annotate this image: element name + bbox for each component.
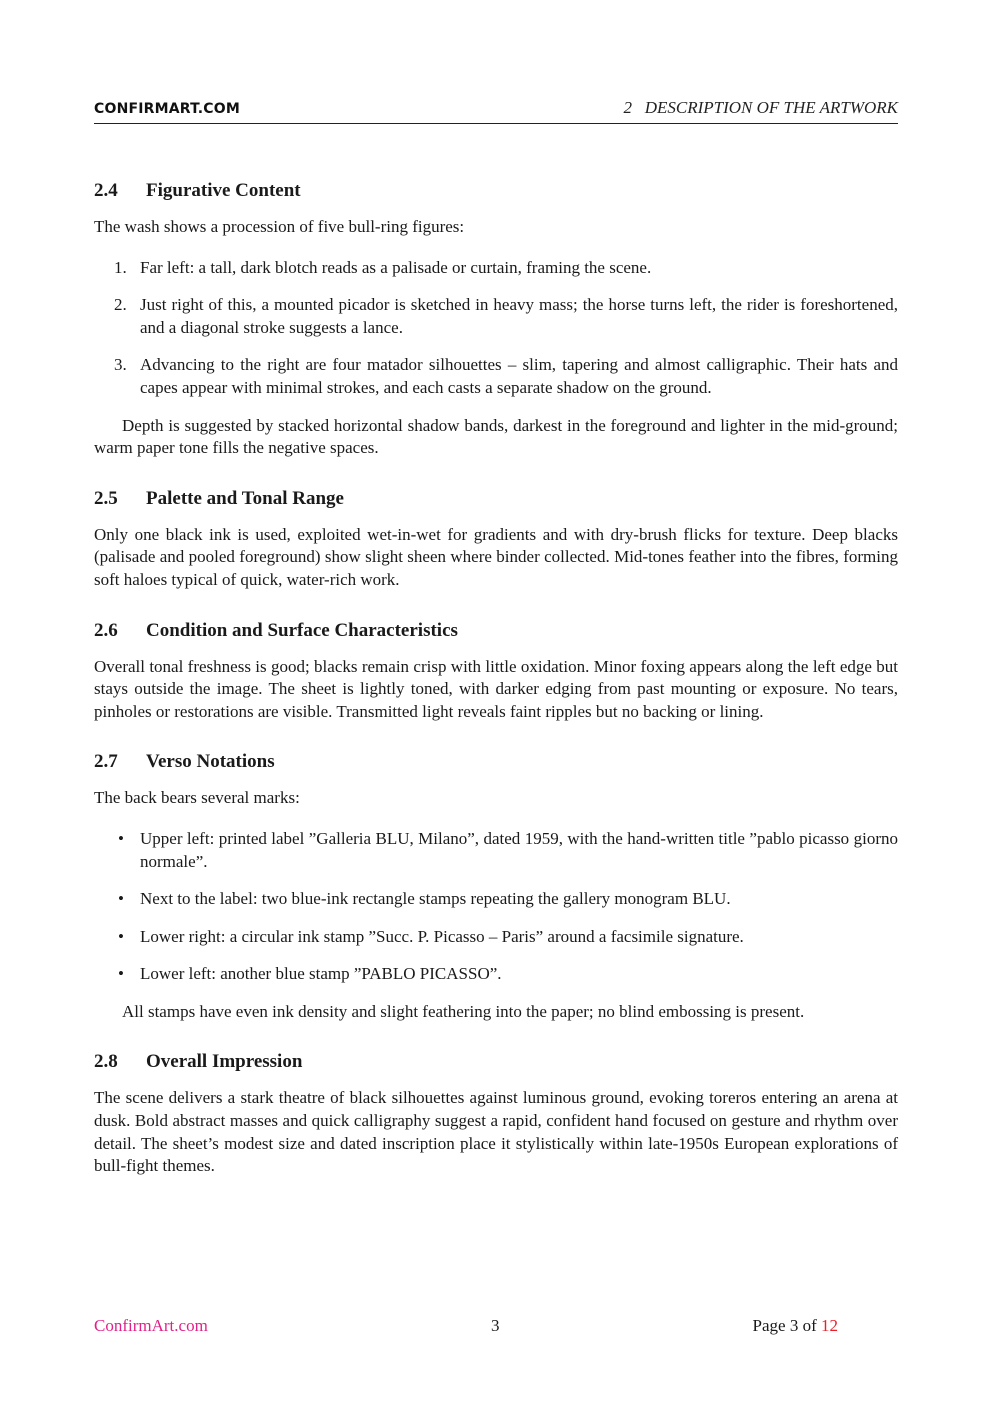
- bullet-marker: •: [118, 828, 124, 848]
- section-title: Figurative Content: [146, 180, 301, 201]
- section-number: 2.6: [94, 619, 118, 641]
- page-of-prefix: Page 3 of: [752, 1316, 821, 1335]
- section-condition: [94, 618, 898, 724]
- section-title: Verso Notations: [146, 751, 275, 773]
- section-heading: [94, 178, 898, 204]
- list-marker: 2.: [114, 295, 127, 315]
- section-heading: [94, 1049, 898, 1075]
- section-title: Overall Impression: [146, 1051, 303, 1073]
- page-total-link[interactable]: 12: [821, 1316, 838, 1335]
- list-marker: 1.: [114, 257, 127, 277]
- section-number: 2.7: [94, 751, 118, 773]
- site-logo: CONFIRMART.COM: [94, 101, 241, 117]
- section-figurative-content: [94, 178, 898, 460]
- section-paragraph: Overall tonal freshness is good; blacks remain crisp with little oxidation. Minor foxing appears along the left edge but stays outside the image. The sheet is lightly toned, with darker edging from past mounting or exposure. No tears, pinholes or restorations are visible. Transmitted light reveals faint ripples but no backing or lining.: [94, 656, 898, 721]
- list-item: [94, 963, 898, 986]
- footer-page-number: 3: [491, 1316, 500, 1335]
- section-number: 2.5: [94, 487, 118, 509]
- section-number: 2.8: [94, 1051, 118, 1073]
- verso-marks-list: [94, 828, 898, 986]
- list-item: [94, 888, 898, 911]
- section-verso: [94, 749, 898, 1023]
- section-intro: The wash shows a procession of five bull-ring figures:: [94, 217, 465, 236]
- list-item: [94, 294, 898, 339]
- section-heading: [94, 618, 898, 644]
- list-item-text: Upper left: printed label ”Galleria BLU, Milano”, dated 1959, with the hand-written title ”pablo picasso giorno normale”.: [140, 828, 898, 871]
- section-paragraph: Depth is suggested by stacked horizontal shadow bands, darkest in the foreground and lighter in the mid-ground; warm paper tone fills the negative spaces.: [94, 415, 898, 458]
- page-header: [94, 96, 898, 124]
- bullet-marker: •: [118, 926, 124, 946]
- list-item-text: Just right of this, a mounted picador is sketched in heavy mass; the horse turns left, the rider is foreshortened, and a diagonal stroke suggests a lance.: [140, 295, 898, 337]
- footer-site-link[interactable]: ConfirmArt.com: [94, 1316, 208, 1335]
- list-item-text: Far left: a tall, dark blotch reads as a palisade or curtain, framing the scene.: [140, 257, 652, 277]
- footer-page-of: [753, 1316, 838, 1336]
- section-palette: [94, 486, 898, 592]
- bullet-marker: •: [118, 964, 124, 984]
- section-paragraph: The scene delivers a stark theatre of black silhouettes against luminous ground, evoking toreros entering an arena at dusk. Bold abstract masses and quick calligraphy suggest a rapid, confident hand focused on gesture and rhythm over detail. The sheet’s modest size and dated inscription place it stylistically within late-1950s European explorations of bull-fight themes.: [94, 1088, 898, 1176]
- section-intro: The back bears several marks:: [94, 788, 300, 808]
- bullet-marker: •: [118, 889, 124, 909]
- section-title: Palette and Tonal Range: [146, 487, 344, 509]
- section-paragraph: All stamps have even ink density and slight feathering into the paper; no blind embossing is present.: [122, 1001, 805, 1021]
- section-title: Condition and Surface Characteristics: [146, 619, 458, 641]
- list-item: [94, 926, 898, 949]
- section-paragraph: Only one black ink is used, exploited wet-in-wet for gradients and with dry-brush flicks for texture. Deep blacks (palisade and pooled foreground) show slight sheen where binder collected. Mid-tones feather into the fibres, forming soft haloes typical of quick, water-rich work.: [94, 524, 898, 589]
- list-item-text: Lower right: a circular ink stamp ”Succ. P. Picasso – Paris” around a facsimile signature.: [140, 926, 744, 946]
- running-title: 2 DESCRIPTION OF THE ARTWORK: [623, 98, 898, 117]
- section-number: 2.4: [94, 180, 118, 201]
- document-body: [94, 178, 898, 1204]
- list-item-text: Next to the label: two blue-ink rectangle stamps repeating the gallery monogram BLU.: [140, 889, 731, 909]
- figure-list: [94, 257, 898, 400]
- page-footer: [94, 1316, 898, 1340]
- list-marker: 3.: [114, 355, 127, 375]
- section-overall-impression: [94, 1049, 898, 1177]
- list-item-text: Lower left: another blue stamp ”PABLO PICASSO”.: [140, 964, 502, 984]
- list-item: [94, 828, 898, 873]
- section-heading: [94, 486, 898, 512]
- list-item: [94, 354, 898, 399]
- section-heading: [94, 749, 898, 775]
- list-item: [94, 257, 898, 280]
- list-item-text: Advancing to the right are four matador silhouettes – slim, tapering and almost calligraphic. Their hats and capes appear with minimal strokes, and each casts a separate shadow on the ground.: [140, 355, 898, 397]
